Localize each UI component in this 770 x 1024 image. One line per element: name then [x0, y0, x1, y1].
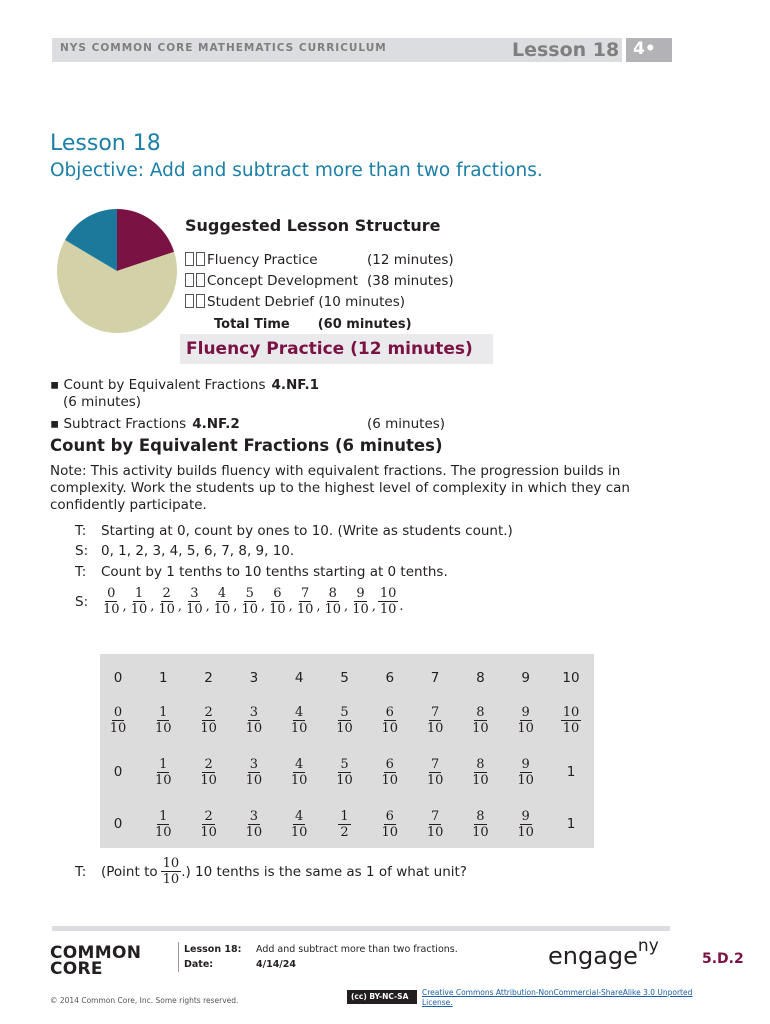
bullet-text: Subtract Fractions	[63, 416, 187, 432]
copyright: © 2014 Common Core, Inc. Some rights reserved.	[50, 996, 239, 1005]
grid-cell	[370, 754, 410, 790]
fraction: $\frac{6}{10}$	[269, 586, 286, 617]
structure-row-debrief	[185, 294, 405, 310]
grid-cell: 0	[113, 764, 123, 780]
grid-cell	[189, 702, 229, 738]
fraction: $\frac{6}{10}$	[381, 756, 399, 788]
fraction: $\frac{6}{10}$	[381, 704, 399, 736]
total-label: Total Time	[214, 317, 290, 332]
total-minutes: (60 minutes)	[317, 317, 412, 332]
grid-cell: 4	[294, 670, 304, 686]
fraction: $\frac{10}{10}$	[562, 704, 580, 736]
grid-cell	[370, 702, 410, 738]
fraction: $\frac{3}{10}$	[245, 704, 263, 736]
grid-cell	[189, 754, 229, 790]
equivalent-fractions-grid	[100, 654, 594, 848]
grid-cell	[460, 806, 500, 842]
fraction: $\frac{8}{10}$	[472, 808, 489, 840]
section-heading: Count by Equivalent Fractions (6 minutes)	[50, 436, 443, 455]
objective: Objective: Add and subtract more than two fractions.	[50, 160, 543, 181]
footer-divider	[52, 926, 670, 931]
bullet-minutes: (6 minutes)	[367, 416, 446, 432]
grid-cell	[325, 754, 365, 790]
structure-label: Concept Development	[207, 273, 359, 289]
page-code: 5.D.2	[702, 951, 744, 967]
structure-minutes: (38 minutes)	[367, 273, 454, 289]
grid-cell	[234, 754, 274, 790]
fraction: $\frac{7}{10}$	[426, 756, 444, 788]
grid-cell: 8	[476, 670, 485, 686]
fraction: $\frac{2}{10}$	[158, 586, 175, 617]
dialogue-text: Count by 1 tenths to 10 tenths starting at 0 tenths.	[101, 564, 448, 580]
grid-cell	[551, 702, 591, 738]
dialogue-text: (Point to	[101, 863, 158, 880]
common-core-logo: COMMON CORE	[50, 943, 142, 979]
fraction: $\frac{0}{10}$	[109, 704, 127, 736]
fraction: $\frac{9}{10}$	[517, 756, 534, 788]
speaker: T:	[75, 863, 87, 880]
bullet-standard: 4.NF.1	[271, 377, 320, 393]
grid-cell: 1	[566, 764, 576, 780]
bullet-text: Count by Equivalent Fractions	[63, 377, 266, 393]
speaker: S:	[75, 543, 89, 559]
grid-cell	[98, 702, 138, 738]
structure-minutes: (12 minutes)	[367, 252, 454, 268]
grid-cell: 7	[430, 670, 440, 686]
page-title: Lesson 18	[50, 131, 161, 156]
fraction: $\frac{9}{10}$	[352, 586, 369, 617]
grid-cell: 1	[566, 816, 576, 832]
fraction: $\frac{3}{10}$	[245, 756, 263, 788]
checkbox-icon	[196, 252, 205, 266]
fraction: $\frac{10}{10}$	[379, 586, 397, 617]
grid-cell	[143, 702, 183, 738]
grid-cell: 0	[113, 816, 123, 832]
fluency-banner: Fluency Practice (12 minutes)	[186, 339, 473, 359]
bullet-minutes: (6 minutes)	[63, 394, 142, 410]
header-lesson: Lesson 18	[512, 39, 620, 61]
fraction: $\frac{4}{10}$	[290, 704, 308, 736]
fraction: $\frac{2}{10}$	[200, 808, 217, 840]
grid-cell	[143, 806, 183, 842]
cc-license-badge: (cc) BY-NC-SA	[347, 990, 417, 1004]
checkbox-icon	[185, 252, 194, 266]
grid-cell	[370, 806, 410, 842]
bullet-item: ▪ Count by Equivalent Fractions 4.NF.1	[50, 377, 320, 393]
fraction: $\frac{5}{10}$	[336, 756, 353, 788]
dialogue-text: Starting at 0, count by ones to 10. (Write as students count.)	[101, 523, 513, 539]
fraction: $\frac{8}{10}$	[324, 586, 342, 617]
grid-cell	[143, 754, 183, 790]
grid-cell	[189, 806, 229, 842]
speaker: T:	[75, 564, 87, 580]
checkbox-icon	[196, 273, 205, 287]
total-time	[214, 317, 412, 332]
grid-cell	[325, 806, 365, 842]
dialogue-text: 0, 1, 2, 3, 4, 5, 6, 7, 8, 9, 10.	[101, 543, 295, 559]
grid-cell: 1	[159, 670, 168, 686]
grid-cell	[415, 806, 455, 842]
footer-labels: Lesson 18: Date:	[184, 944, 242, 970]
fraction: $\frac{9}{10}$	[517, 704, 534, 736]
license-link[interactable]: Creative Commons Attribution-NonCommercial-ShareAlike 3.0 Unported License.	[422, 988, 693, 1007]
structure-row-concept	[185, 273, 454, 289]
fraction: $\frac{2}{10}$	[200, 704, 217, 736]
grid-cell	[506, 702, 546, 738]
grid-cell	[279, 702, 319, 738]
grid-cell: 0	[113, 670, 123, 686]
fraction: $\frac{1}{10}$	[155, 704, 172, 736]
grid-cell	[279, 806, 319, 842]
checkbox-icon	[185, 294, 194, 308]
speaker: T:	[75, 523, 87, 539]
grid-cell	[415, 754, 455, 790]
dialogue-text: .) 10 tenths is the same as 1 of what unit?	[181, 863, 467, 880]
grid-cell	[460, 754, 500, 790]
fraction: $\frac{7}{10}$	[426, 704, 444, 736]
structure-label: Student Debrief (10 minutes)	[207, 294, 406, 310]
checkbox-icon	[185, 273, 194, 287]
dialogue-line	[75, 856, 467, 887]
fraction: $\frac{0}{10}$	[103, 586, 120, 617]
grid-cell	[415, 702, 455, 738]
grid-cell	[234, 702, 274, 738]
fraction: $\frac{6}{10}$	[381, 808, 399, 840]
grid-cell	[325, 702, 365, 738]
structure-heading: Suggested Lesson Structure	[185, 216, 441, 235]
fraction: $\frac{1}{10}$	[130, 586, 148, 617]
grid-cell	[506, 806, 546, 842]
fraction: $\frac{1}{2}$	[340, 808, 349, 840]
fraction: $\frac{4}{10}$	[290, 808, 308, 840]
curriculum-title: NYS COMMON CORE MATHEMATICS CURRICULUM	[60, 42, 387, 54]
footer-separator	[178, 942, 179, 972]
fraction: $\frac{2}{10}$	[200, 756, 217, 788]
grid-cell	[460, 702, 500, 738]
grid-cell: 5	[340, 670, 349, 686]
speaker: S:	[75, 594, 89, 610]
fraction: $\frac{3}{10}$	[186, 586, 203, 617]
fraction: $\frac{3}{10}$	[245, 808, 263, 840]
fraction: $\frac{4}{10}$	[290, 756, 308, 788]
fraction: $\frac{1}{10}$	[155, 808, 172, 840]
fraction: $\frac{4}{10}$	[213, 586, 231, 617]
fraction: $\frac{5}{10}$	[336, 704, 353, 736]
grid-cell: 6	[385, 670, 395, 686]
grid-cell	[279, 754, 319, 790]
engageny-logo: engage$^{ny}$	[548, 936, 659, 970]
bullet-standard: 4.NF.2	[192, 416, 240, 432]
grid-cell: 9	[521, 670, 530, 686]
bullet-item: ▪ Subtract Fractions 4.NF.2	[50, 416, 240, 432]
grid-cell: 2	[204, 670, 213, 686]
fraction: $\frac{1}{10}$	[155, 756, 172, 788]
fraction: $\frac{5}{10}$	[241, 586, 258, 617]
fraction-sequence: $\frac{0}{10}$ , $\frac{1}{10}$ , $\frac{2}{10}$ , $\frac{3}{10}$ , $\frac{4}{10}$ , $\frac{5}{10}$ , $\frac{6}{10}$ , $\frac{7}{10}$ , $\frac{8}{10}$ , $\frac{9}{10}$ , $\frac{10}{10}$ .	[103, 586, 404, 617]
note-paragraph: Note: This activity builds fluency with equivalent fractions. The progression builds in complexity. Work the students up to the highest level of complexity in which they can confidently participate.	[50, 463, 630, 513]
fraction: $\frac{10}{10}$	[162, 856, 180, 887]
grid-cell	[234, 806, 274, 842]
structure-label: Fluency Practice	[207, 252, 318, 268]
fraction: $\frac{7}{10}$	[426, 808, 444, 840]
footer-values: Add and subtract more than two fractions. 4/14/24	[256, 944, 458, 970]
grade-badge: 4•	[626, 38, 672, 62]
structure-row-fluency	[185, 252, 454, 268]
fraction: $\frac{9}{10}$	[517, 808, 534, 840]
grid-cell: 10	[562, 670, 580, 686]
grid-cell	[506, 754, 546, 790]
lesson-structure-pie	[56, 208, 178, 334]
fraction: $\frac{8}{10}$	[472, 704, 489, 736]
grid-cell: 3	[249, 670, 259, 686]
checkbox-icon	[196, 294, 205, 308]
fraction: $\frac{7}{10}$	[296, 586, 314, 617]
fraction: $\frac{8}{10}$	[472, 756, 489, 788]
